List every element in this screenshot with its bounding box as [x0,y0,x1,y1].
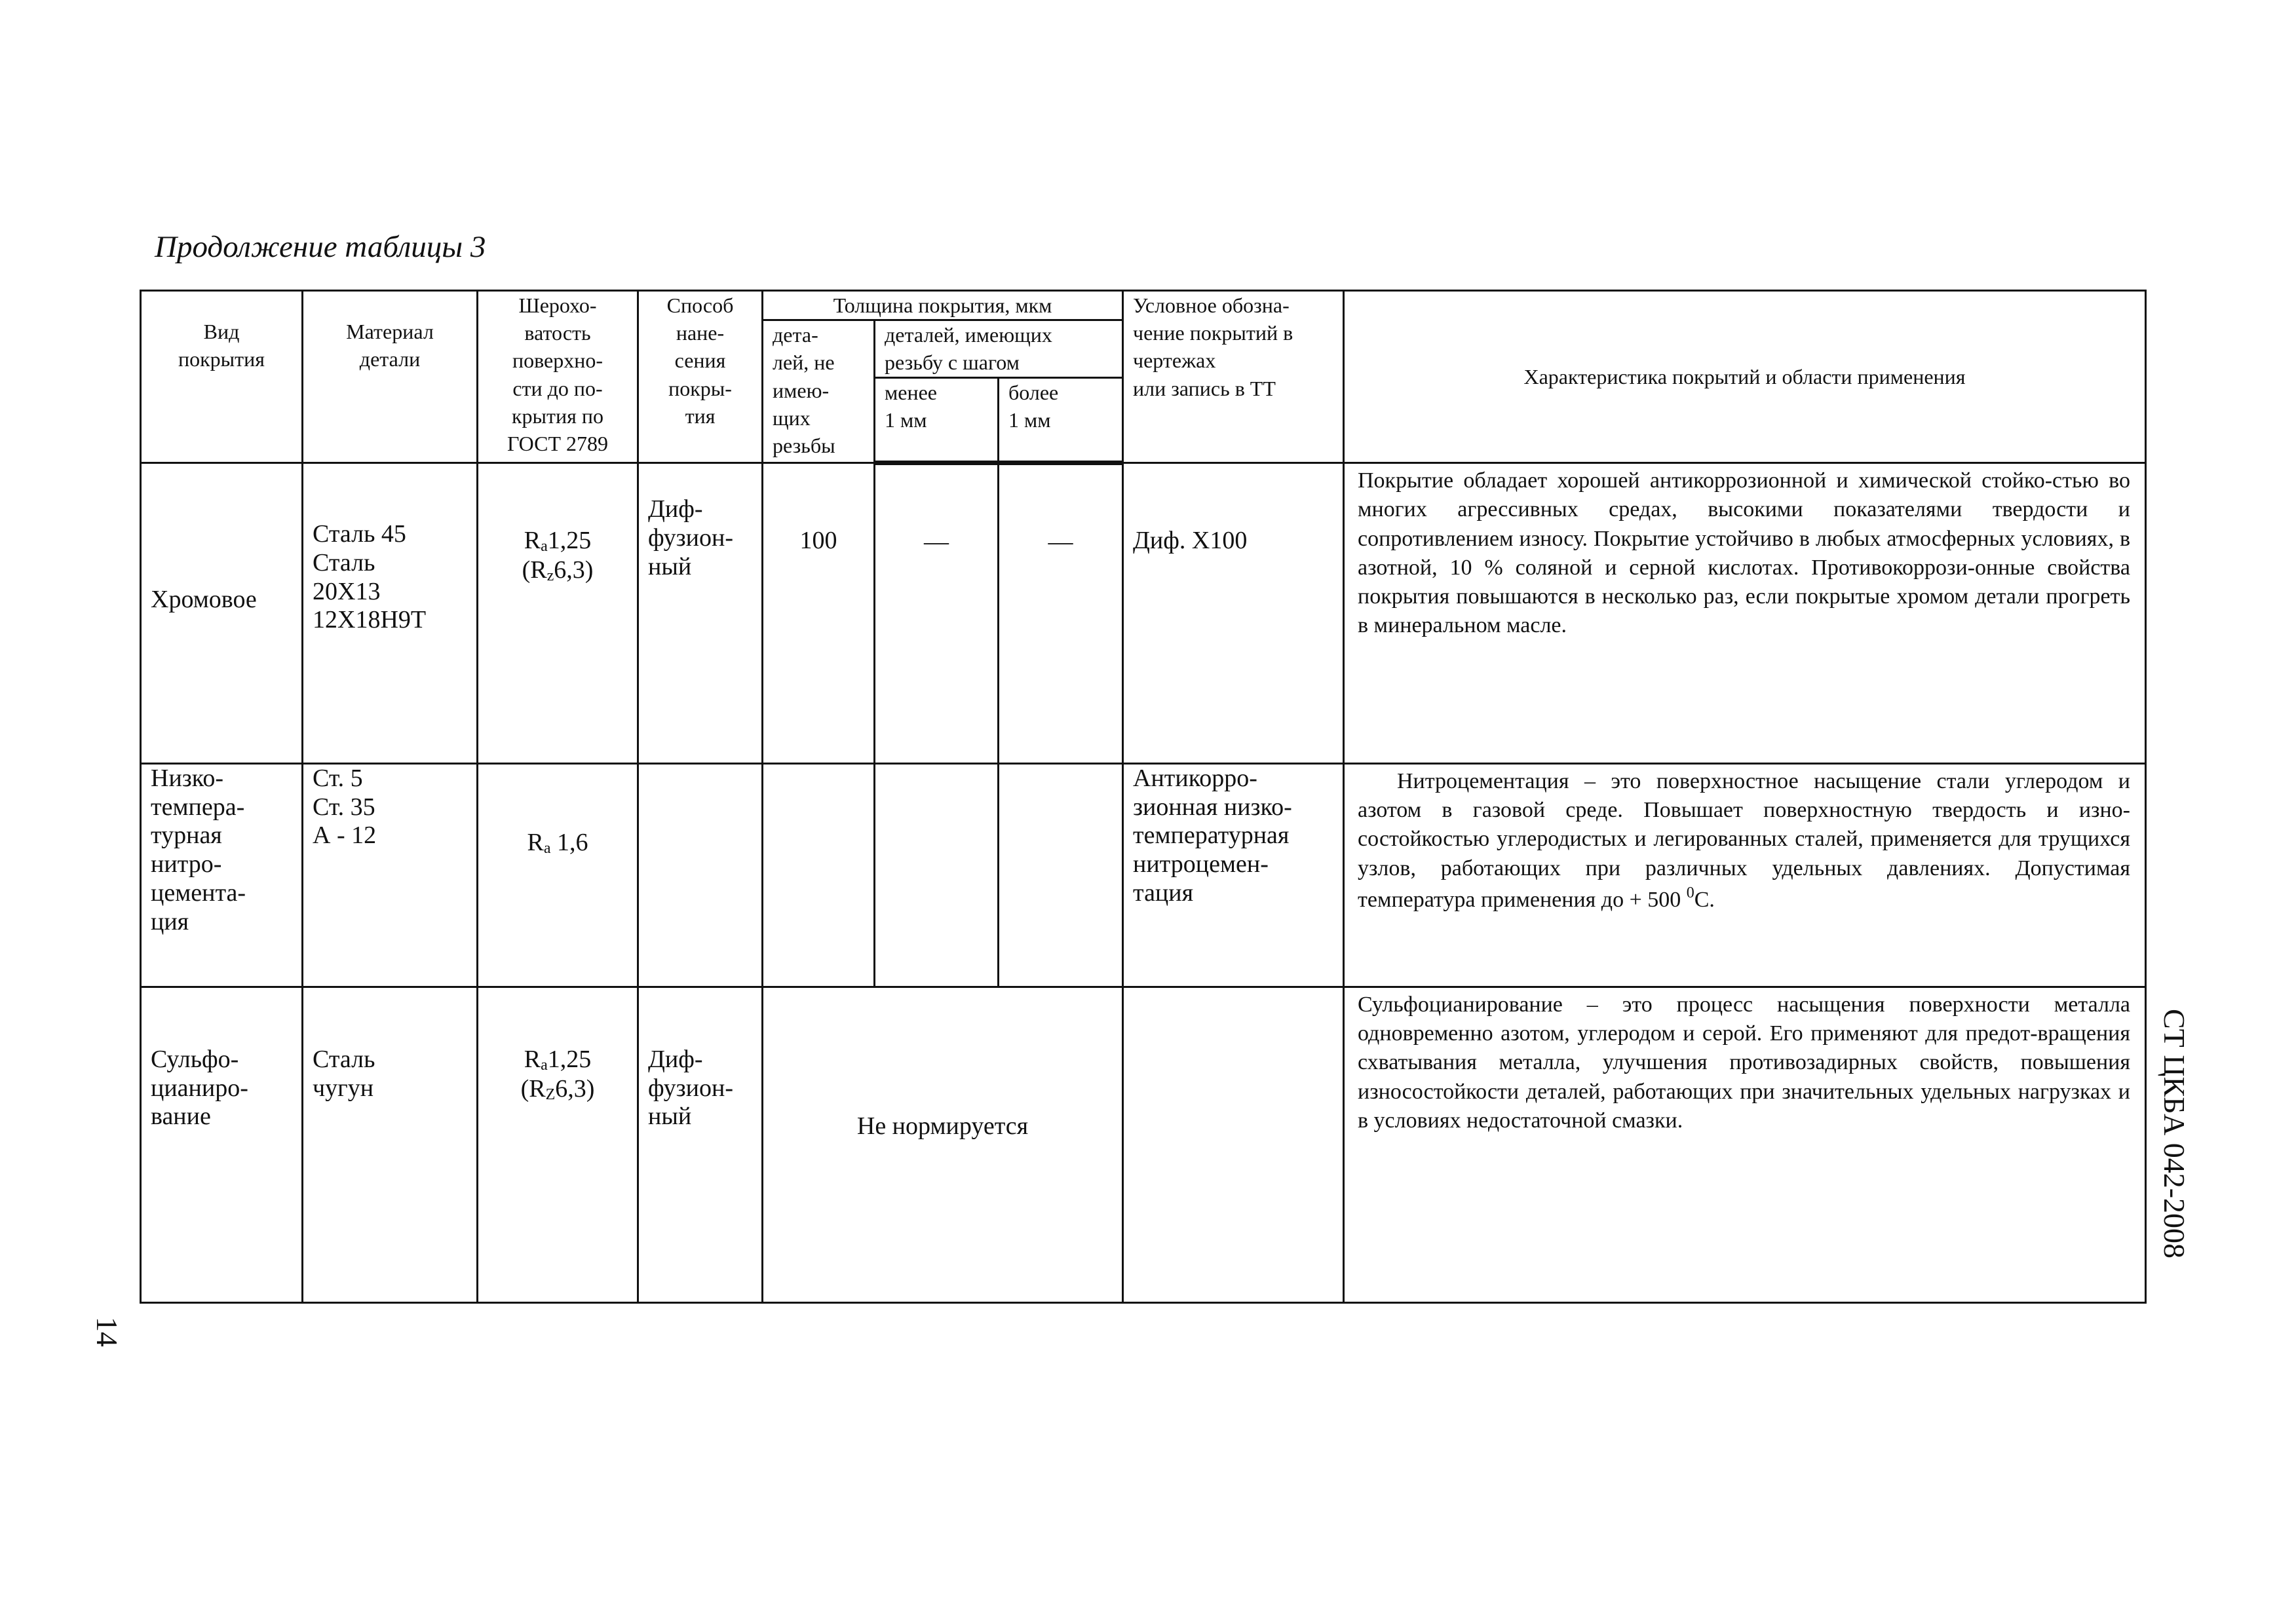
header-roughness: Шерохо- ватость поверхно- сти до по- крытия по ГОСТ 2789 [478,291,638,463]
cell-material: Ст. 5 Ст. 35 А - 12 [303,764,478,987]
cell-roughness: Ra1,25 (RZ6,3) [478,987,638,1302]
cell-material: Сталь чугун [303,987,478,1302]
cell-thickness-pitch-more: — [999,463,1123,764]
cell-designation: Антикорро- зионная низко- температурная нитроцемен- тация [1123,764,1344,987]
cell-material: Сталь 45 Сталь 20Х13 12Х18Н9Т [303,463,478,764]
header-application-method: Способ нане- сения покры- тия [638,291,763,463]
cell-roughness: Ra1,25 (Rz6,3) [478,463,638,764]
cell-thickness-pitch-less [875,764,999,987]
document-code: СТ ЦКБА 042-2008 [2158,1009,2191,1259]
header-pitch-less: менее 1 мм [875,378,999,463]
cell-coating-type: Сульфо- цианиро- вание [141,987,303,1302]
header-thread-group: деталей, имеющих резьбу с шагом [875,320,1123,378]
cell-coating-type: Низко- темпера- турная нитро- цемента- ция [141,764,303,987]
cell-method: Диф- фузион- ный [638,463,763,764]
coatings-table [140,290,2147,1304]
table-row-chrome [141,463,2146,764]
cell-method: Диф- фузион- ный [638,987,763,1302]
cell-method [638,764,763,987]
cell-thickness-merged: Не нормируется [763,987,1123,1302]
page-number: 14 [90,1317,124,1347]
cell-thickness-no-thread: 100 [763,463,875,764]
table-row-sulfocyanidation [141,987,2146,1302]
cell-description: Покрытие обладает хорошей антикоррозионной и химической стойко-стью во многих агрессивных средах, высокими показателями твердости и сопротивлением износу. Покрытие устойчиво в любых атмосферных условиях, в азотной, 10 % соляной и серной кислотах. Противокоррози-онные свойства покрытия повышаются в несколько раз, если покрытые хромом детали прогреть в минеральном масле. [1344,463,2146,764]
cell-description: Сульфоцианирование – это процесс насыщения поверхности металла одновременно азотом, углеродом и серой. Его применяют для предот-вращения схватывания металла, улучшения противозадирных свойств, повышения износостойкости деталей, работающих при значительных удельных нагрузках и в условиях недостаточной смазки. [1344,987,2146,1302]
cell-thickness-no-thread [763,764,875,987]
header-part-material: Материал детали [303,291,478,463]
cell-thickness-pitch-more [999,764,1123,987]
cell-coating-type: Хромовое [141,463,303,764]
cell-roughness: Ra 1,6 [478,764,638,987]
header-coating-type: Вид покрытия [141,291,303,463]
cell-designation: Диф. Х100 [1123,463,1344,764]
table-row-nitrocementation [141,764,2146,987]
header-designation: Условное обозна- чение покрытий в чертежах или запись в ТТ [1123,291,1344,463]
cell-thickness-pitch-less: — [875,463,999,764]
cell-description: Нитроцементация – это поверхностное насыщение стали углеродом и азотом в газовой среде. Повышает поверхностную твердость и изно-состойкостью углеродистых и легированных сталей, применяется для трущихся узлов, работающих при различных удельных давлениях. Допустимая температура применения до + 500 $^0$С. [1344,764,2146,987]
header-no-thread: дета- лей, не имею- щих резьбы [763,320,875,463]
cell-designation [1123,987,1344,1302]
header-characteristics: Характеристика покрытий и области применения [1344,291,2146,463]
header-thickness-group: Толщина покрытия, мкм [763,291,1123,320]
header-pitch-more: более 1 мм [999,378,1123,463]
table-caption: Продолжение таблицы 3 [155,230,486,264]
